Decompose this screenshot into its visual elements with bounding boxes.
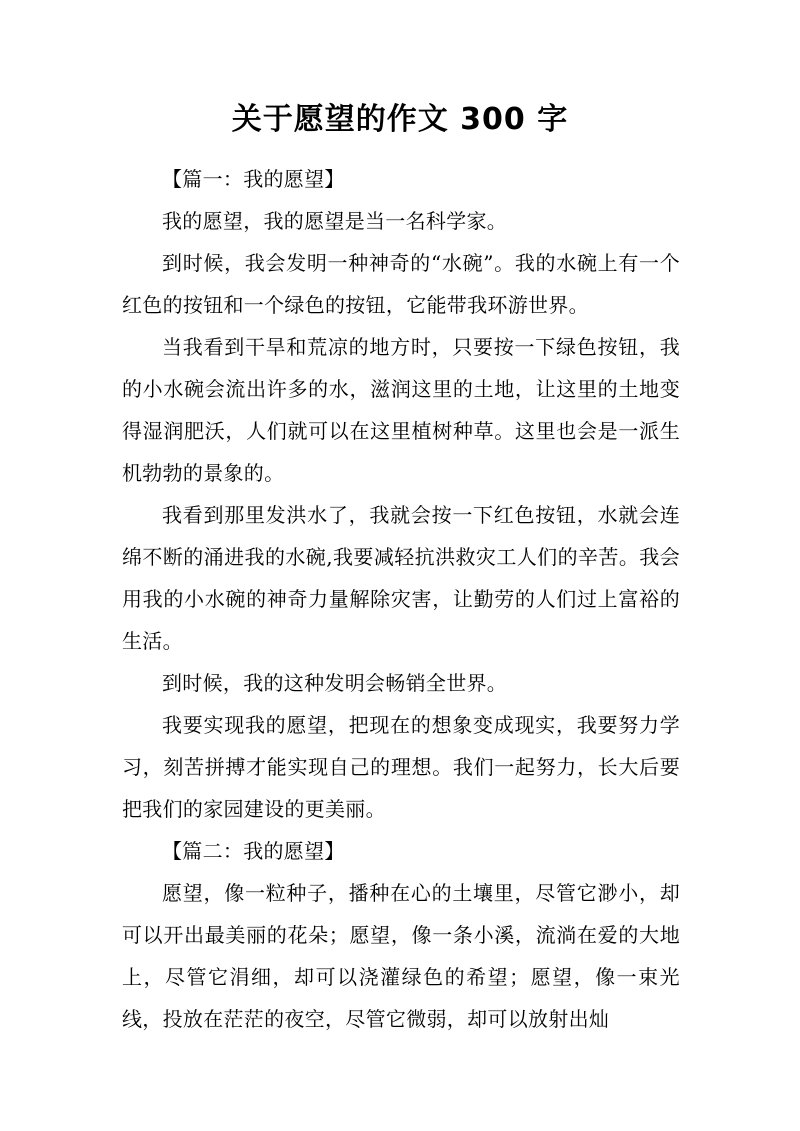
- section-heading-1: 【篇一：我的愿望】: [162, 167, 345, 191]
- paragraph: 愿望，像一粒种子，播种在心的土壤里，尽管它渺小，却可以开出最美丽的花朵；愿望，像一条小溪，流淌在爱的大地上，尽管它涓细，却可以浇灌绿色的希望；愿望，像一束光线，投放在茫茫的夜空，尽管它微弱，却可以放射出灿: [122, 881, 680, 1031]
- paragraph: 到时候，我会发明一种神奇的“水碗”。我的水碗上有一个红色的按钮和一个绿色的按钮，它能带我环游世界。: [122, 251, 680, 317]
- document-body: [122, 158, 680, 1040]
- paragraph: 我的愿望，我的愿望是当一名科学家。: [162, 209, 508, 233]
- document-title: 关于愿望的作文 300 字: [231, 102, 569, 137]
- paragraph: 当我看到干旱和荒凉的地方时，只要按一下绿色按钮，我的小水碗会流出许多的水，滋润这里的土地，让这里的土地变得湿润肥沃，人们就可以在这里植树种草。这里也会是一派生机勃勃的景象的。: [122, 335, 680, 485]
- paragraph: 我要实现我的愿望，把现在的想象变成现实，我要努力学习，刻苦拼搏才能实现自己的理想。我们一起努力，长大后要把我们的家园建设的更美丽。: [122, 713, 680, 821]
- paragraph: 到时候，我的这种发明会畅销全世界。: [162, 671, 508, 695]
- paragraph: 我看到那里发洪水了，我就会按一下红色按钮，水就会连绵不断的涌进我的水碗,我要减轻抗洪救灾工人们的辛苦。我会用我的小水碗的神奇力量解除灾害，让勤劳的人们过上富裕的生活。: [122, 503, 680, 653]
- section-heading-2: 【篇二：我的愿望】: [162, 839, 345, 863]
